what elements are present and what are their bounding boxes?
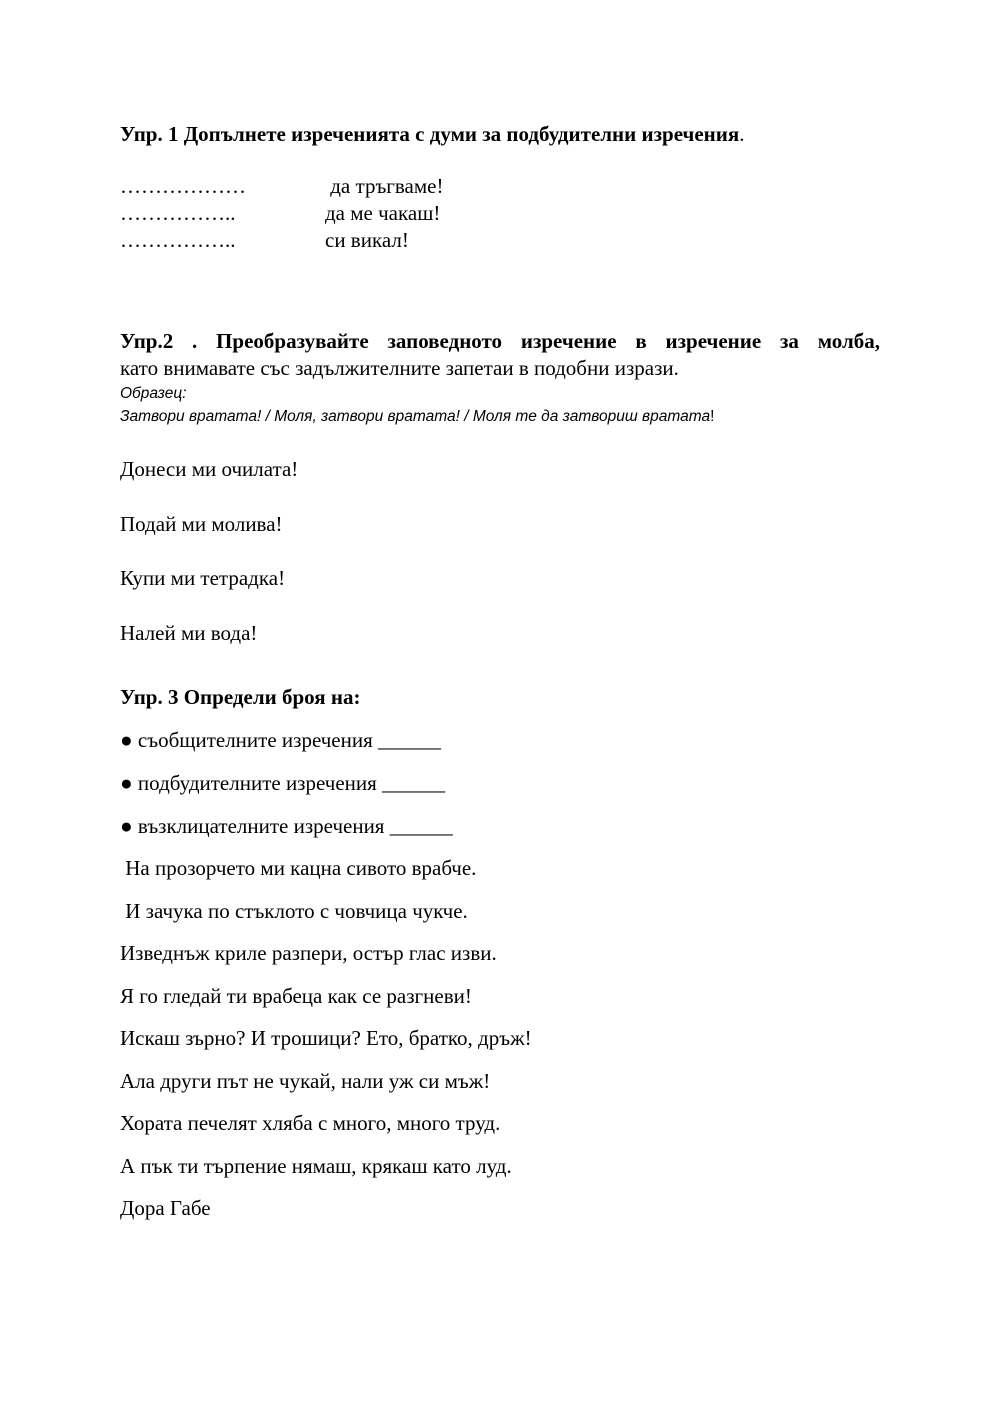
ex1-text-3: си викал! — [325, 228, 409, 252]
ex3-item-2[interactable]: ● подбудителните изречения ______ — [120, 771, 446, 795]
ex1-blank-1[interactable]: ……………… — [120, 174, 246, 198]
ex1-title — [120, 121, 745, 147]
ex2-sentence-4: Налей ми вода! — [120, 621, 258, 645]
poem-line-2: И зачука по стъклото с човчица чукче. — [120, 899, 468, 923]
ex1-title-tail: . — [739, 122, 745, 146]
ex1-blank-3[interactable]: …………….. — [120, 228, 236, 252]
ex2-sample-text: Затвори вратата! / Моля, затвори вратата! / Моля те да затвориш вратата — [120, 408, 711, 425]
poem-line-5: Искаш зърно? И трошици? Ето, братко, дръж! — [120, 1026, 532, 1050]
poem-line-8: А пък ти търпение нямаш, крякаш като луд. — [120, 1154, 512, 1178]
poem-line-3: Изведнъж криле разпери, остър глас изви. — [120, 941, 497, 965]
ex1-row-2 — [120, 200, 440, 226]
ex3-item-1[interactable]: ● съобщителните изречения ______ — [120, 728, 442, 752]
poem-line-7: Хората печелят хляба с много, много труд. — [120, 1111, 501, 1135]
poem-line-1: На прозорчето ми кацна сивото врабче. — [120, 856, 477, 880]
ex2-sentence-3: Купи ми тетрадка! — [120, 566, 286, 590]
poem-author: Дора Габе — [120, 1196, 211, 1220]
ex1-blank-2[interactable]: …………….. — [120, 201, 236, 225]
ex1-row-3 — [120, 227, 409, 253]
ex1-title-bold: Упр. 1 Допълнете изреченията с думи за подбудителни изречения — [120, 122, 740, 146]
ex1-row-1 — [120, 173, 443, 199]
ex2-title: Упр.2 . Преобразувайте заповедното изречение в изречение за молба, — [120, 329, 880, 353]
ex2-subtitle: като внимавате със задължителните запетаи в подобни изрази. — [120, 356, 679, 380]
ex2-sample-end: ! — [710, 408, 715, 425]
ex2-sample — [120, 407, 714, 427]
poem-line-6: Ала други път не чукай, нали уж си мъж! — [120, 1069, 491, 1093]
ex1-text-2: да ме чакаш! — [325, 201, 441, 225]
ex1-text-1: да тръгваме! — [325, 174, 444, 198]
ex3-title: Упр. 3 Определи броя на: — [120, 685, 361, 709]
ex2-sentence-2: Подай ми молива! — [120, 512, 283, 536]
ex2-sentence-1: Донеси ми очилата! — [120, 457, 299, 481]
ex2-sample-label: Образец: — [120, 385, 187, 402]
poem-line-4: Я го гледай ти врабеца как се разгневи! — [120, 984, 472, 1008]
ex3-item-3[interactable]: ● възклицателните изречения ______ — [120, 814, 453, 838]
